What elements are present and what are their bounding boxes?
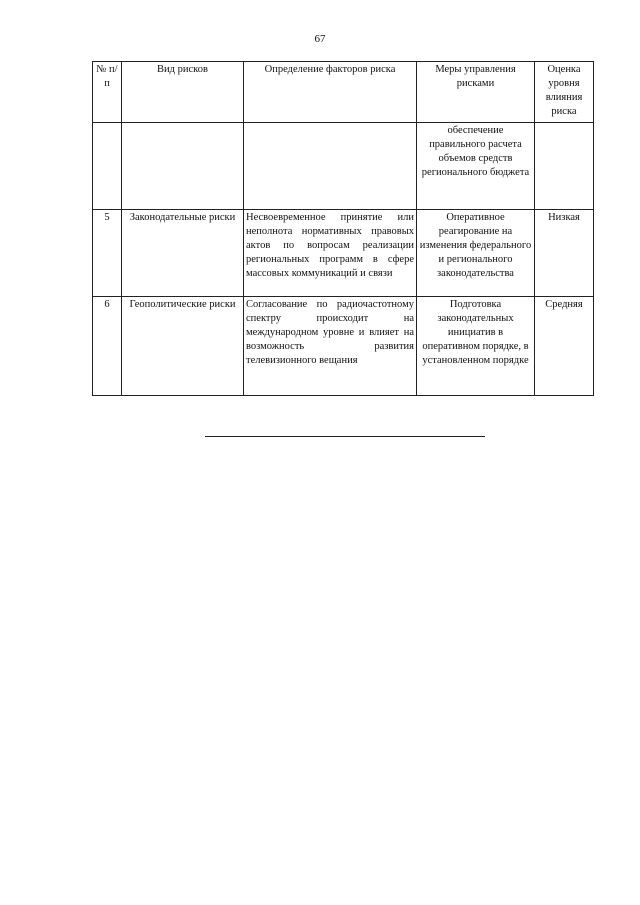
table-row xyxy=(93,210,594,297)
cell-risk-type: Законодательные риски xyxy=(122,210,244,297)
header-num: № п/п xyxy=(93,62,122,123)
cell-measures: Оперативное реагирование на изменения федерального и регионального законодательства xyxy=(417,210,535,297)
risk-table xyxy=(92,61,594,396)
cell-measures: Подготовка законодательных инициатив в оперативном порядке, в установленном порядке xyxy=(417,297,535,396)
page-number: 67 xyxy=(314,33,326,45)
end-of-section-rule xyxy=(205,436,485,437)
header-risk-type: Вид рисков xyxy=(122,62,244,123)
cell-num: 6 xyxy=(93,297,122,396)
header-factors: Определение факторов риска xyxy=(244,62,417,123)
cell-factors: Несвоевременное принятие или неполнота нормативных правовых актов по вопросам реализации региональных программ в сфере массовых коммуникаций и связи xyxy=(244,210,417,297)
cell-level: Низкая xyxy=(535,210,594,297)
table-row xyxy=(93,297,594,396)
table-row xyxy=(93,123,594,210)
cell-num xyxy=(93,123,122,210)
cell-factors: Согласование по радиочастотному спектру происходит на международном уровне и влияет на возможность развития телевизионного вещания xyxy=(244,297,417,396)
header-measures: Меры управления рисками xyxy=(417,62,535,123)
cell-num: 5 xyxy=(93,210,122,297)
cell-risk-type xyxy=(122,123,244,210)
cell-level xyxy=(535,123,594,210)
cell-measures: обеспечение правильного расчета объемов средств регионального бюджета xyxy=(417,123,535,210)
cell-factors xyxy=(244,123,417,210)
cell-risk-type: Геополитические риски xyxy=(122,297,244,396)
cell-level: Средняя xyxy=(535,297,594,396)
table-header-row xyxy=(93,62,594,123)
header-level: Оценка уровня влияния риска xyxy=(535,62,594,123)
